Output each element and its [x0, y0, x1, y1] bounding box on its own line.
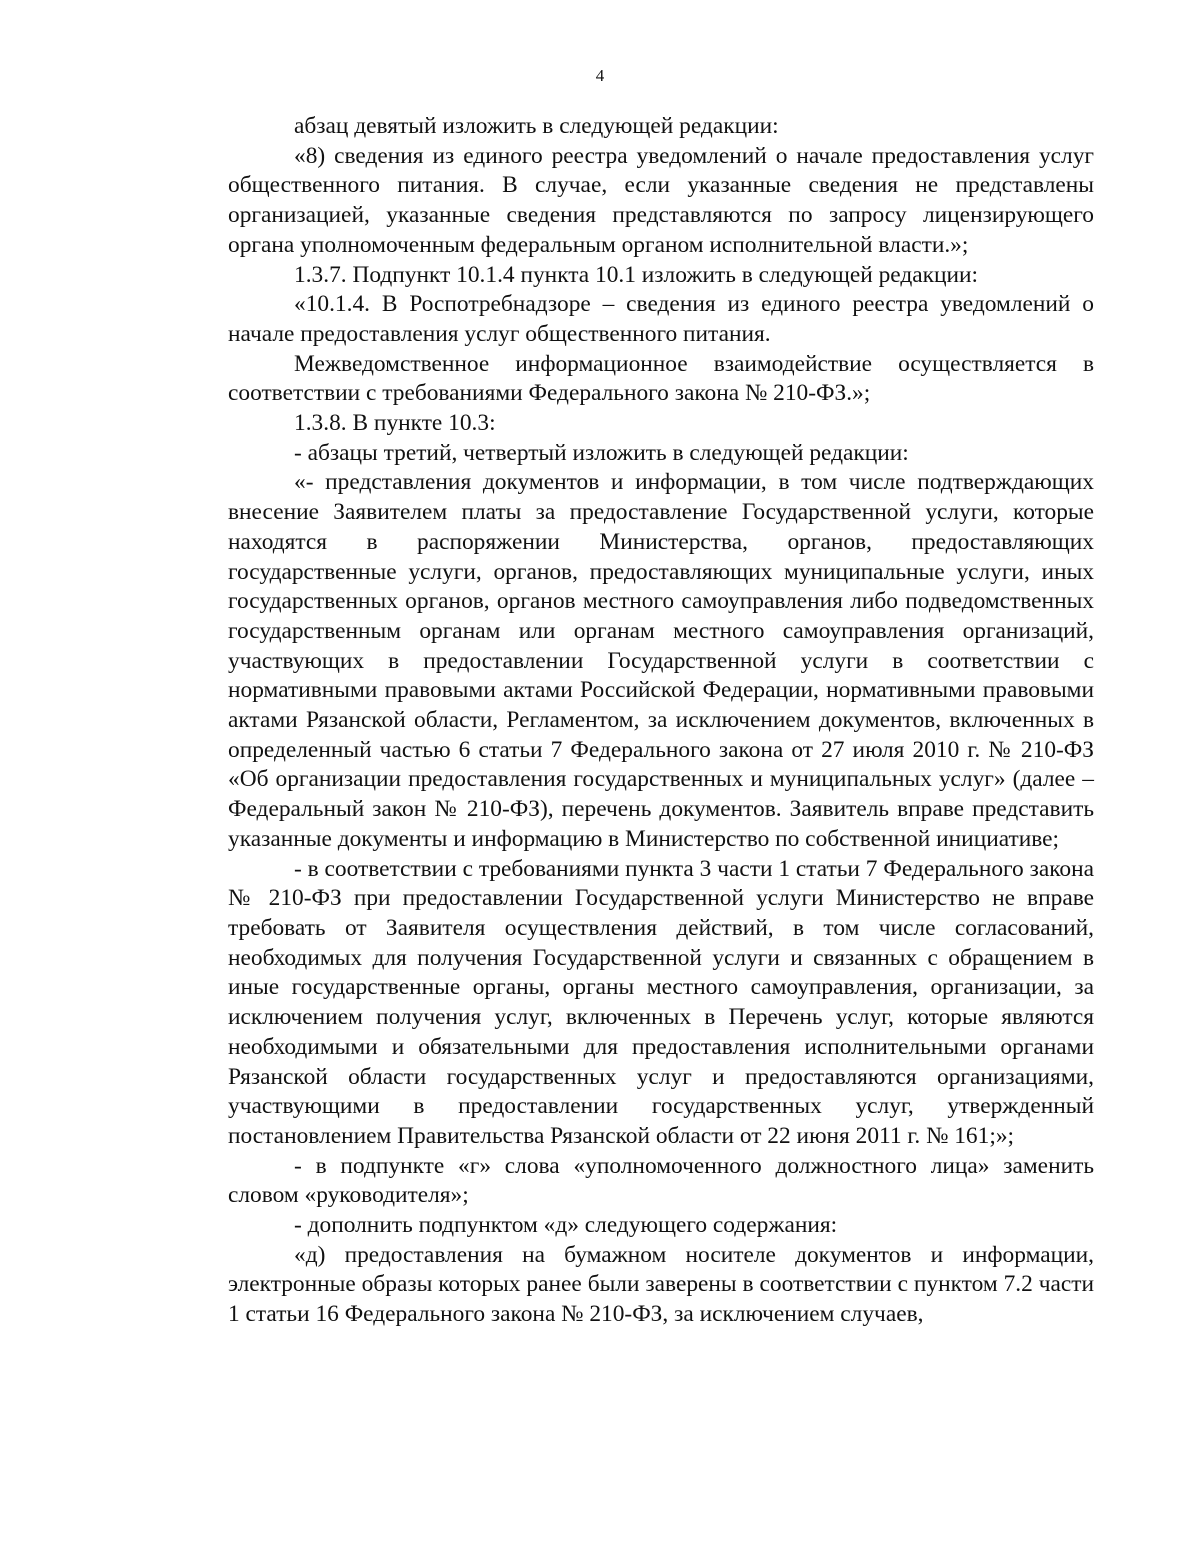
paragraph-predstavleniya-dokumentov: «- представления документов и информации, в том числе подтверждающих внесение Заявителем платы за предоставление Государственной услуги, которые находятся в распоряжении Министерства, органов, предоставляющих государственные услуги, органов, предоставляющих муниципальные услуги, иных государственных органов, органов местного самоуправления либо подведомственных государственным органам или органам местного самоуправления организаций, участвующих в предоставлении Государственной услуги в соответствии с нормативными правовыми актами Российской Федерации, нормативными правовыми актами Рязанской области, Регламентом, за исключением документов, включенных в определенный частью 6 статьи 7 Федерального закона от 27 июля 2010 г. № 210-ФЗ «Об организации предоставления государственных и муниципальных услуг» (далее – Федеральный закон № 210-ФЗ), перечень документов. Заявитель вправе представить указанные документы и информацию в Министерство по собственной инициативе;	[228, 469, 1094, 852]
paragraph-1-3-7: 1.3.7. Подпункт 10.1.4 пункта 10.1 изложить в следующей редакции:	[294, 261, 979, 288]
paragraph-10-1-4: «10.1.4. В Роспотребнадзоре – сведения из единого реестра уведомлений о начале предоставления услуг общественного питания.	[228, 291, 1094, 347]
paragraph-punkt-8: «8) сведения из единого реестра уведомлений о начале предоставления услуг общественного питания. В случае, если указанные сведения не представлены организацией, указанные сведения представляются по запросу лицензирующего органа уполномоченным федеральным органом исполнительной власти.»;	[228, 142, 1094, 258]
paragraph-podpunkt-d: «д) предоставления на бумажном носителе документов и информации, электронные образы которых ранее были заверены в соответствии с пунктом 7.2 части 1 статьи 16 Федерального закона № 210-ФЗ, за исключением случаев,	[228, 1241, 1094, 1328]
paragraph-dopolnit-podpunktom-d: - дополнить подпунктом «д» следующего содержания:	[294, 1212, 838, 1239]
paragraph-mezhvedomstvennoe: Межведомственное информационное взаимодействие осуществляется в соответствии с требованиями Федерального закона № 210-ФЗ.»;	[228, 350, 1094, 407]
paragraph-podpunkt-g: - в подпункте «г» слова «уполномоченного должностного лица» заменить словом «руководителя»;	[228, 1152, 1094, 1209]
paragraph-abzac-devyatyj: абзац девятый изложить в следующей редакции:	[294, 113, 779, 139]
paragraph-abzacy-tretij-chetvertyj: - абзацы третий, четвертый изложить в следующей редакции:	[294, 439, 909, 466]
document-body	[228, 112, 1094, 1330]
paragraph-v-sootvetstvii: - в соответствии с требованиями пункта 3 части 1 статьи 7 Федерального закона № 210-ФЗ при предоставлении Государственной услуги Министерство не вправе требовать от Заявителя осуществления действий, в том числе согласований, необходимых для получения Государственной услуги и связанных с обращением в иные государственные органы, органы местного самоуправления, организации, за исключением получения услуг, включенных в Перечень услуг, которые являются необходимыми и обязательными для предоставления исполнительными органами Рязанской области государственных услуг и предоставляются организациями, участвующими в предоставлении государственных услуг, утвержденный постановлением Правительства Рязанской области от 22 июня 2011 г. № 161;»;	[228, 855, 1094, 1149]
page-number: 4	[595, 66, 605, 85]
paragraph-1-3-8: 1.3.8. В пункте 10.3:	[294, 410, 496, 437]
